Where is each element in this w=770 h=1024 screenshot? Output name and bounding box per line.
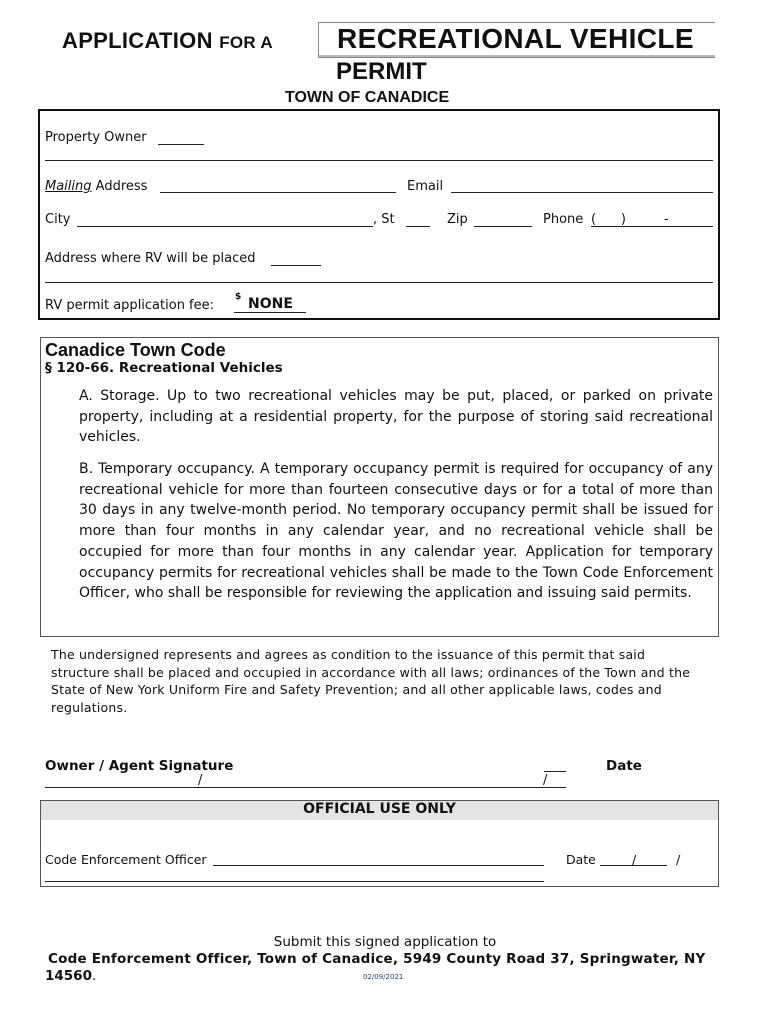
rv-address-line[interactable] [45,282,713,283]
property-owner-line[interactable] [45,160,713,161]
mailing-word: Mailing [45,179,92,194]
code-paragraph-b: B. Temporary occupancy. A temporary occupancy permit is required for occupancy of any recreational vehicle for more than fourteen consecutive days or for a total of more than 30 days in any twelve-month period. No temporary occupancy permit shall be issued for more than four months in any calendar year, and no recreational vehicle shall be occupied for more than four months in any calendar year. Application for temporary occupancy permits for recreational vehicles shall be made to the Town Code Enforcement Officer, who shall be responsible for reviewing the application and issuing said permits. [79,461,713,602]
address-period: . [91,968,97,984]
town-name: TOWN OF CANADICE [285,89,450,106]
mailing-address-label [45,179,147,194]
submit-address-line1: Code Enforcement Officer, Town of Canadice, 5949 County Road 37, Springwater, NY [48,951,706,967]
owner-signature-field[interactable] [45,787,566,788]
title-application [62,28,273,54]
rv-address-field[interactable] [271,265,321,266]
property-owner-field[interactable] [158,144,204,145]
property-owner-label: Property Owner [45,130,147,145]
submit-address-line2 [45,968,96,984]
phone-field[interactable] [591,226,713,227]
signature-slash-2: / [543,773,548,788]
phone-area-code: ( ) [591,212,626,227]
code-paragraph-a: A. Storage. Up to two recreational vehicles may be put, placed, or parked on private property, including at a residential property, for the purpose of storing said recreational vehicles. [79,388,713,446]
declaration-text: The undersigned represents and agrees as condition to the issuance of this permit that said structure shall be placed and occupied in accordance with all laws; ordinances of the Town and the State of New York Uniform Fire and Safety Prevention; and all other applicable laws, codes and regulations. [51,647,691,715]
title-recreational-vehicle: RECREATIONAL VEHICLE [337,23,694,54]
owner-signature-label: Owner / Agent Signature [45,758,234,774]
title-application-word: APPLICATION [62,28,213,53]
signature-date-label: Date [606,758,642,774]
title-for-a: FOR A [219,33,273,52]
official-use-heading: OFFICIAL USE ONLY [303,801,456,817]
official-date-slashes: / / [632,852,681,867]
state-field[interactable] [406,226,430,227]
signature-date-stub [544,771,566,772]
address-word: Address [91,179,148,194]
mailing-address-field[interactable] [160,192,396,193]
title-box [318,22,715,58]
email-label: Email [407,179,444,194]
zip-code: 14560 [45,968,92,984]
fee-value: NONE [248,296,293,312]
signature-slash-1: / [198,773,203,788]
official-date-label: Date [566,852,596,867]
phone-label: Phone [543,212,584,227]
city-label: City [45,212,71,227]
officer-line[interactable] [45,881,544,882]
email-field[interactable] [451,192,713,193]
state-label: , St [373,212,395,227]
submit-instruction: Submit this signed application to [273,934,497,950]
town-code-section: § 120-66. Recreational Vehicles [45,360,283,376]
rv-address-label: Address where RV will be placed [45,251,256,266]
fee-label: RV permit application fee: [45,298,215,313]
town-code-heading: Canadice Town Code [45,340,226,360]
fee-underline [234,312,306,313]
phone-dash: - [664,212,669,227]
officer-field[interactable] [213,865,544,866]
zip-label: Zip [447,212,468,227]
officer-label: Code Enforcement Officer [45,852,207,867]
revision-date: 02/09/2021 [363,973,404,981]
fee-dollar-sign: $ [235,292,242,302]
title-permit: PERMIT [336,58,427,85]
city-field[interactable] [77,226,373,227]
zip-field[interactable] [474,226,532,227]
